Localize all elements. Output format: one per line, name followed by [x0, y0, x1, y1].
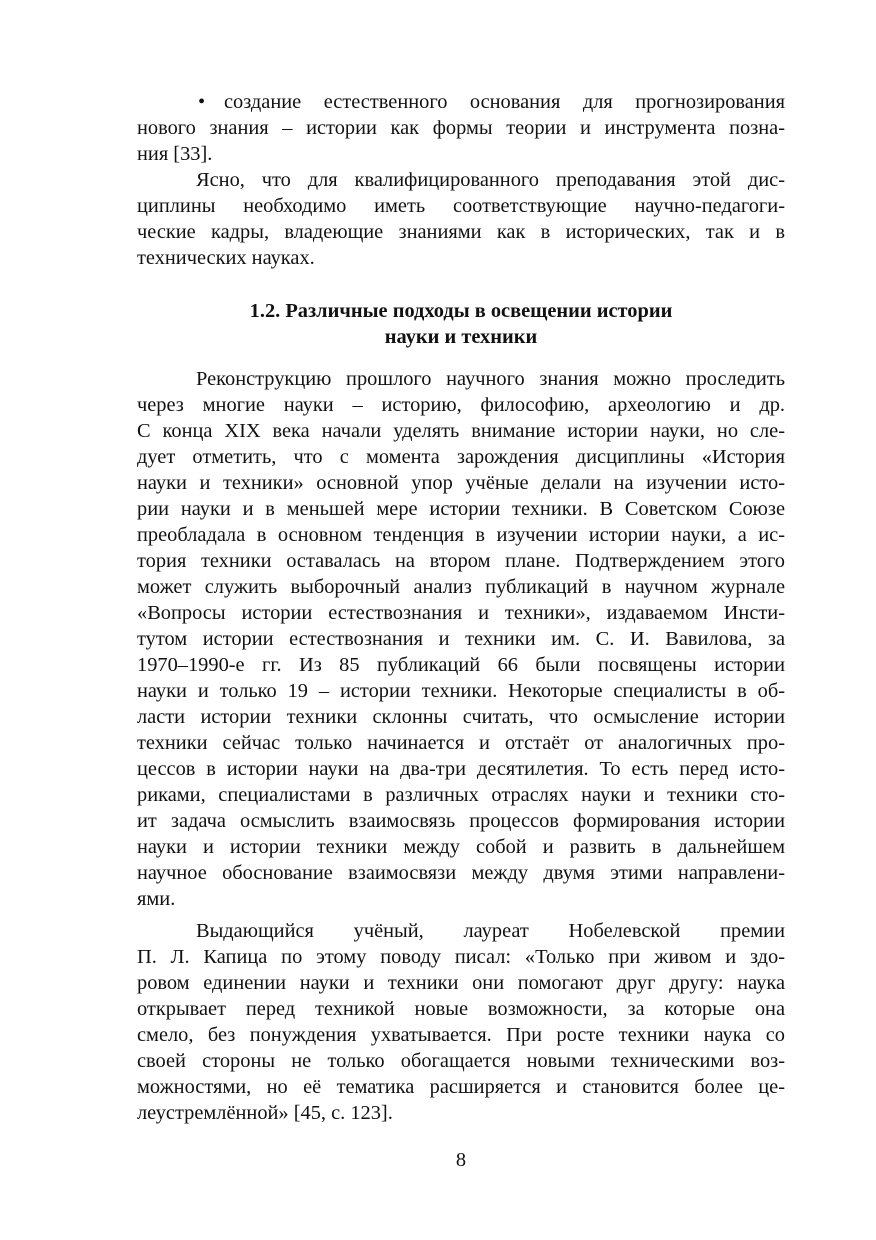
text-line: своей стороны не только обогащается новыми техническими воз-	[137, 1050, 785, 1072]
text-line: дует отметить, что с момента зарождения дисциплины «История	[137, 446, 785, 468]
bullet-line	[198, 89, 785, 115]
text-line: тутом истории естествознания и техники им. С. И. Вавилова, за	[137, 628, 785, 650]
text-line: Выдающийся учёный, лауреат Нобелевской премии	[196, 920, 785, 942]
text-line: смело, без понуждения ухватывается. При росте техники наука со	[137, 1024, 785, 1046]
section-title: науки и техники	[384, 326, 538, 348]
text-line: рии науки и в меньшей мере истории техники. В Советском Союзе	[137, 498, 785, 520]
page-number: 8	[455, 1149, 467, 1171]
text-line: ит задача осмыслить взаимосвязь процессов формирования истории	[137, 810, 785, 832]
bullet-text: создание естественного основания для прогнозирования	[224, 91, 785, 113]
text-line: С конца XIX века начали уделять внимание истории науки, но сле-	[137, 420, 785, 442]
text-line: П. Л. Капица по этому поводу писал: «Только при живом и здо-	[137, 946, 785, 968]
text-line: циплины необходимо иметь соответствующие научно-педагоги-	[137, 195, 785, 217]
text-line: «Вопросы истории естествознания и техники», издаваемом Инсти-	[137, 602, 785, 624]
text-line: риками, специалистами в различных отраслях науки и техники сто-	[137, 784, 785, 806]
section-title: 1.2. Различные подходы в освещении истории	[249, 300, 673, 322]
text-line: может служить выборочный анализ публикаций в научном журнале	[137, 576, 785, 598]
text-line: через многие науки – историю, философию, археологию и др.	[137, 394, 785, 416]
text-line: нового знания – истории как формы теории и инструмента позна-	[137, 117, 785, 139]
text-line: ласти истории техники склонны считать, что осмысление истории	[137, 706, 785, 728]
text-line: ческие кадры, владеющие знаниями как в исторических, так и в	[137, 221, 785, 243]
text-line: открывает перед техникой новые возможности, за которые она	[137, 998, 785, 1020]
text-line: науки и только 19 – истории техники. Некоторые специалисты в об-	[137, 680, 785, 702]
text-line: можностями, но её тематика расширяется и становится более це-	[137, 1076, 785, 1098]
text-line: 1970–1990-е гг. Из 85 публикаций 66 были посвящены истории	[137, 654, 785, 676]
text-line: техники сейчас только начинается и отстаёт от аналогичных про-	[137, 732, 785, 754]
text-line: Ясно, что для квалифицированного преподавания этой дис-	[196, 169, 785, 191]
text-line: леустремлённой» [45, с. 123].	[137, 1102, 393, 1124]
text-line: научное обоснование взаимосвязи между двумя этими направлени-	[137, 862, 785, 884]
text-line: технических науках.	[137, 247, 315, 269]
text-line: Реконструкцию прошлого научного знания можно проследить	[196, 368, 785, 390]
text-line: науки и истории техники между собой и развить в дальнейшем	[137, 836, 785, 858]
text-line: ровом единении науки и техники они помогают друг другу: наука	[137, 972, 785, 994]
text-line: тория техники оставалась на втором плане. Подтверждением этого	[137, 550, 785, 572]
bullet-icon: •	[198, 91, 206, 113]
text-line: преобладала в основном тенденция в изучении истории науки, а ис-	[137, 524, 785, 546]
text-line: ния [33].	[137, 143, 213, 165]
text-line: науки и техники» основной упор учёные делали на изучении исто-	[137, 472, 785, 494]
text-line: ями.	[137, 888, 176, 910]
text-line: цессов в истории науки на два-три десятилетия. То есть перед исто-	[137, 758, 785, 780]
